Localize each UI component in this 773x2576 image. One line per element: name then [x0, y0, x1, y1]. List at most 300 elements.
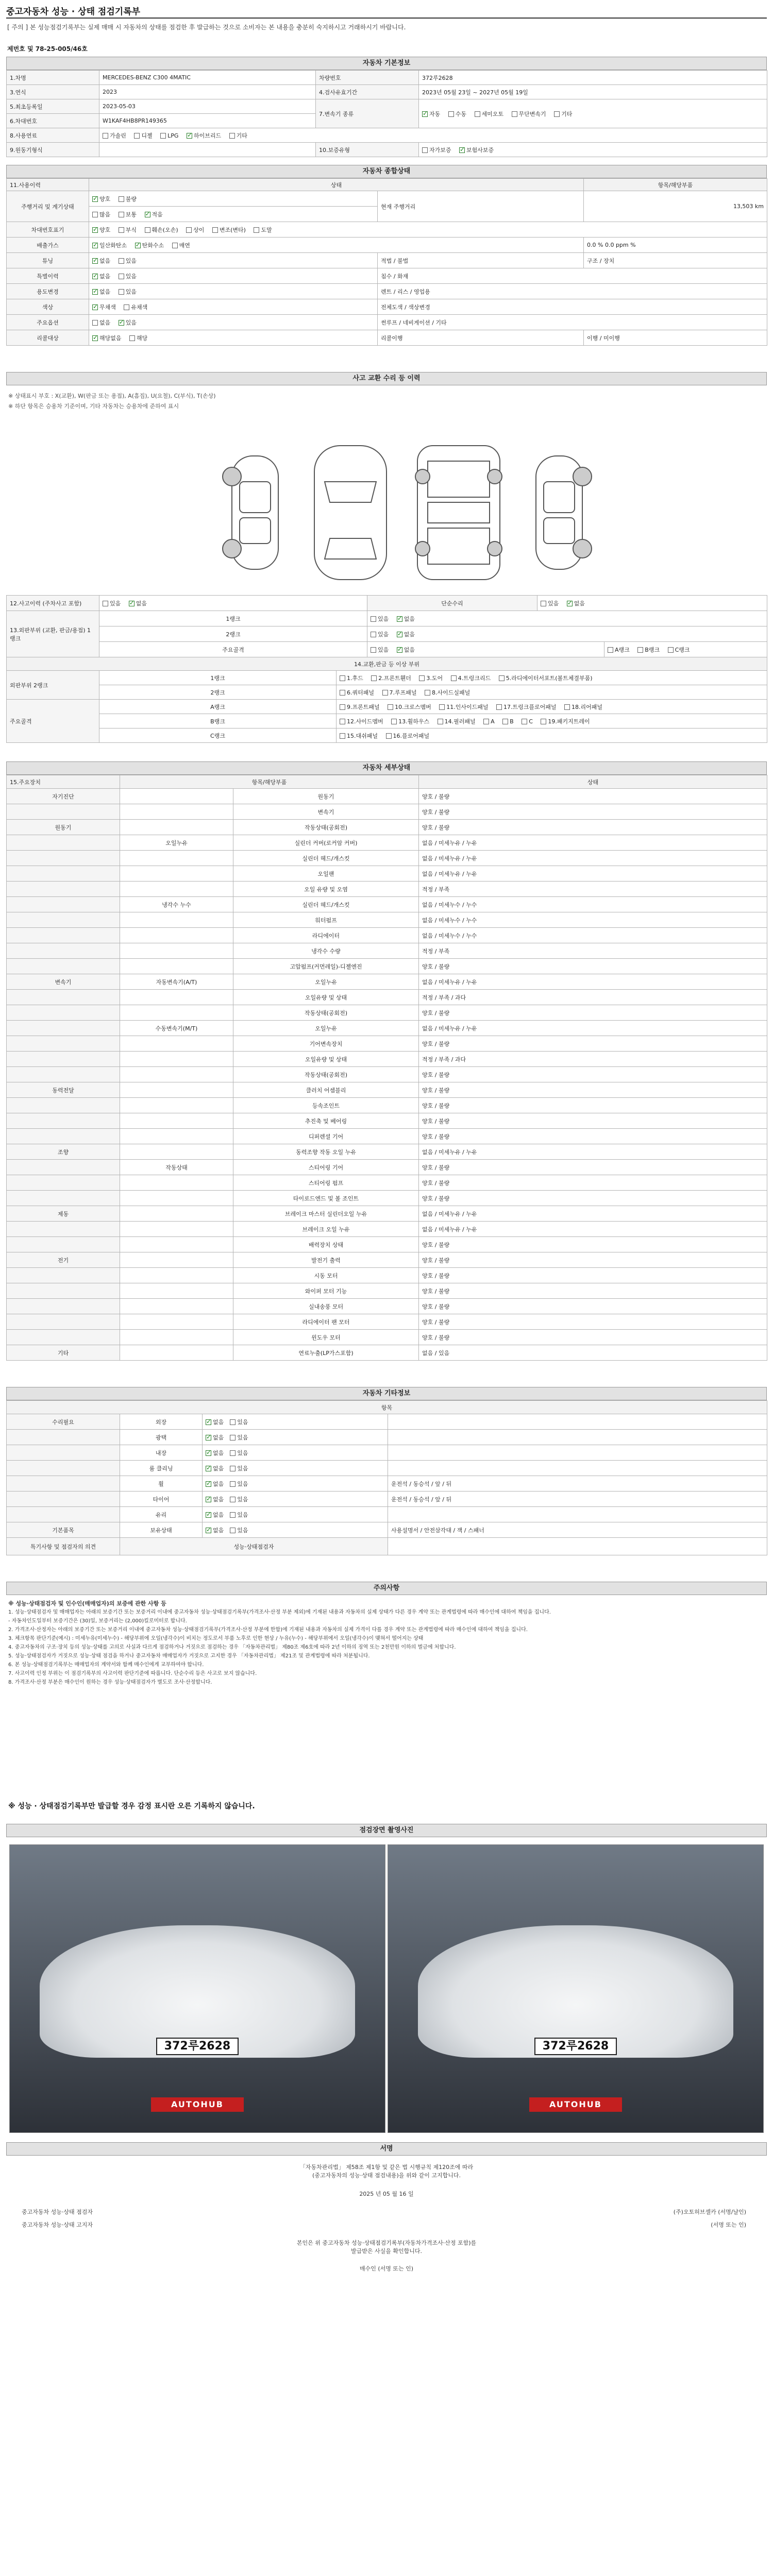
option-none[interactable]: ✓ 없음	[206, 1419, 224, 1426]
rank-label: 2랭크	[99, 685, 337, 700]
part-side-sill[interactable]: 8.사이드실패널	[425, 689, 470, 696]
label-simple-repair: 단순수리	[367, 596, 537, 611]
device-subgroup	[120, 959, 233, 974]
part-side-member[interactable]: 12.사이드멤버	[340, 718, 383, 725]
other-options	[203, 1414, 388, 1430]
option-yes[interactable]: 있음	[230, 1434, 248, 1441]
option-none[interactable]: ✓ 없음	[206, 1450, 224, 1456]
checkbox-icon	[371, 675, 377, 681]
device-item: 배력장치 상태	[233, 1237, 419, 1252]
device-status[interactable]: 양호 / 불량	[419, 1191, 767, 1206]
option-yes[interactable]: 있음	[230, 1496, 248, 1503]
section-photos: 점검장면 촬영사진	[6, 1824, 767, 1837]
label-emissions: 배출가스	[7, 238, 89, 253]
checkbox-icon	[206, 1481, 211, 1487]
option-fuel-other[interactable]: 기타	[229, 132, 247, 139]
device-subgroup	[120, 1129, 233, 1144]
option-yes[interactable]: 있음	[103, 600, 121, 607]
device-status[interactable]: 양호 / 불량	[419, 1299, 767, 1314]
device-subgroup: 오일누유	[120, 835, 233, 851]
option-good[interactable]: ✓ 양호	[92, 227, 110, 233]
device-status[interactable]: 없음 / 있음	[419, 1345, 767, 1361]
buyer-signature[interactable]: 매수인 (서명 또는 인)	[359, 2265, 414, 2272]
device-item: 냉각수 수량	[233, 943, 419, 959]
option-rank-a[interactable]: A랭크	[608, 647, 630, 653]
header-status: 상태	[89, 179, 584, 191]
signature-statement	[6, 2163, 767, 2179]
device-subgroup	[120, 820, 233, 835]
device-subgroup	[120, 1206, 233, 1222]
checkbox-icon	[502, 719, 508, 724]
option-gasoline[interactable]: 가솔린	[103, 132, 126, 139]
device-item: 등속조인트	[233, 1098, 419, 1113]
lift-brand-logo: AUTOHUB	[529, 2097, 622, 2112]
option-normal[interactable]: 보통	[119, 211, 137, 218]
device-status[interactable]: 없음 / 미세누유 / 누유	[419, 851, 767, 866]
checkbox-icon	[371, 632, 376, 637]
device-subgroup: 수동변속기(M/T)	[120, 1021, 233, 1036]
frame-ranks	[604, 642, 767, 657]
checkbox-icon	[92, 243, 98, 248]
other-group	[7, 1461, 120, 1476]
checkbox-icon	[475, 111, 480, 117]
device-subgroup	[120, 1098, 233, 1113]
checkbox-icon	[92, 212, 98, 217]
part-dash-panel[interactable]: 15.대쉬패널	[340, 733, 378, 739]
device-status[interactable]: 양호 / 불량	[419, 1129, 767, 1144]
option-rank-b[interactable]: B랭크	[637, 647, 660, 653]
option-none[interactable]: ✓ 없음	[92, 273, 110, 280]
device-status[interactable]: 양호 / 불량	[419, 1036, 767, 1052]
option-cvt[interactable]: 무단변속기	[512, 111, 546, 117]
checkbox-icon	[230, 1450, 236, 1456]
table-row	[7, 1445, 767, 1461]
option-good[interactable]: ✓양호	[92, 196, 110, 202]
checkbox-icon	[499, 675, 505, 681]
device-status[interactable]: 없음 / 미세누수 / 누수	[419, 928, 767, 943]
device-status[interactable]: 양호 / 불량	[419, 1082, 767, 1098]
part-front-panel[interactable]: 9.프론트패널	[340, 704, 380, 710]
label-engine-type: 9.원동기형식	[7, 143, 99, 157]
part-hood[interactable]: 1.후드	[340, 675, 363, 682]
checkbox-icon	[92, 320, 98, 326]
tuning-legality: 적법 / 불법	[378, 253, 584, 268]
device-group	[7, 897, 120, 912]
option-no[interactable]: ✓ 없음	[397, 616, 415, 622]
main-options-note: 썬루프 / 네비게이션 / 기타	[378, 315, 767, 330]
option-none[interactable]: ✓ 없음	[206, 1527, 224, 1534]
device-item: 고압펌프(커먼레일)-디젤엔진	[233, 959, 419, 974]
device-item: 스티어링 펌프	[233, 1175, 419, 1191]
caution-item: 8. 가격조사·산정 부분은 매수인이 원하는 경우 성능·상태점검자가 별도로 조사·산정합니다.	[8, 1680, 212, 1685]
part-rear-panel[interactable]: 18.리어패널	[564, 704, 602, 710]
device-item: 브레이크 오일 누유	[233, 1222, 419, 1237]
device-status[interactable]: 없음 / 미세누유 / 누유	[419, 1222, 767, 1237]
option-hc[interactable]: ✓ 탄화수소	[135, 242, 164, 249]
special-opinion-field[interactable]	[388, 1538, 767, 1555]
label-main-options: 주요옵션	[7, 315, 89, 330]
other-extra: 운전석 / 동승석 / 앞 / 뒤	[388, 1476, 767, 1492]
inspector-label: 중고자동차 성능·상태 점검자	[22, 2209, 93, 2215]
device-status[interactable]: 양호 / 불량	[419, 1005, 767, 1021]
checkbox-icon	[92, 274, 98, 279]
device-status[interactable]: 적정 / 부족 / 과다	[419, 1052, 767, 1067]
option-self-warranty[interactable]: 자가보증	[422, 147, 451, 154]
part-inside-panel[interactable]: 11.인사이드패널	[439, 704, 488, 710]
device-group	[7, 866, 120, 882]
part-quarter-panel[interactable]: 6.쿼터패널	[340, 689, 374, 696]
device-status[interactable]: 양호 / 불량	[419, 959, 767, 974]
checkbox-icon	[206, 1497, 211, 1502]
label-transmission: 7.변속기 종류	[316, 99, 419, 128]
option-manual[interactable]: 수동	[448, 111, 466, 117]
rank-label: C랭크	[99, 728, 337, 743]
option-yes[interactable]: 있음	[541, 600, 559, 607]
value-year: 2023	[99, 85, 316, 99]
option-none[interactable]: ✓ 없음	[206, 1481, 224, 1487]
mileage-value: 13,503 km	[584, 191, 767, 222]
option-altered[interactable]: 변조(변타)	[212, 227, 246, 233]
option-corrosion[interactable]: 부식	[119, 227, 137, 233]
value-plate: 372루2628	[419, 71, 767, 85]
option-lpg[interactable]: LPG	[160, 132, 178, 139]
transmission-options	[419, 99, 767, 128]
option-other[interactable]: 기타	[554, 111, 572, 117]
table-row	[7, 1314, 767, 1330]
other-item: 광택	[120, 1430, 203, 1445]
other-options	[203, 1522, 388, 1538]
option-none[interactable]: ✓ 없음	[206, 1434, 224, 1441]
rank1-parts	[337, 671, 767, 685]
checkbox-icon	[382, 690, 388, 696]
option-yes[interactable]: 있음	[371, 647, 389, 653]
device-status[interactable]: 적정 / 부족	[419, 943, 767, 959]
caution-list	[8, 1599, 764, 1687]
option-yes[interactable]: ✓ 있음	[119, 319, 137, 326]
label-accident: 12.사고이력 (주차사고 포함)	[7, 596, 99, 611]
device-item: 작동상태(공회전)	[233, 1067, 419, 1082]
label-main-frame-parts: 주요골격	[7, 700, 99, 743]
table-row	[7, 1330, 767, 1345]
checkbox-icon	[206, 1512, 211, 1518]
device-status[interactable]: 양호 / 불량	[419, 1330, 767, 1345]
device-subgroup	[120, 1036, 233, 1052]
checkbox-icon	[212, 227, 218, 233]
device-status[interactable]: 양호 / 불량	[419, 1314, 767, 1330]
checkbox-icon	[554, 111, 560, 117]
caution-item: 7. 사고이력 인정 부위는 이 점검기록부의 사고이력 판단기준에 따릅니다. 단순수리 등은 사고로 보지 않습니다.	[8, 1671, 257, 1676]
device-status[interactable]: 적정 / 부족 / 과다	[419, 990, 767, 1005]
device-subgroup	[120, 1144, 233, 1160]
label-rank2: 2랭크	[99, 626, 367, 642]
option-not-applicable[interactable]: ✓ 해당없음	[92, 335, 122, 342]
label-outer-parts: 외판부위 2랭크	[7, 671, 99, 700]
table-row	[7, 1129, 767, 1144]
tuning-type: 구조 / 장치	[584, 253, 767, 268]
caution-item: 2. 가격조사·산정자는 아래의 보증기간 또는 보증거리 이내에 중고자동차 성능·상태점검기록부(가격조사·산정 부분에 한함)에 기재된 내용과 자동차의 실제 가격이 다를 경우 계약 또는 관계법령에 따라 매수인에 대하여 책임을 집니다.	[8, 1627, 528, 1633]
option-diesel[interactable]: 디젤	[134, 132, 152, 139]
part-front-fender[interactable]: 2.프론트휀더	[371, 675, 411, 682]
checkbox-icon	[371, 647, 376, 653]
option-chromatic[interactable]: 유채색	[124, 304, 147, 311]
special-history-options	[89, 268, 378, 284]
outer-rank2-options	[367, 626, 767, 642]
caution-item: 3. 체크항목 판단기준(예시) : 미세누유(미세누수) - 해당부위에 오일(냉각수)이 비치는 정도로서 부품 노후로 인한 현상 / 누유(누수) - 해당부위에서 오일(냉각수)이 맺혀서 떨어지는 상태	[8, 1636, 424, 1641]
option-smoke[interactable]: 매연	[172, 242, 190, 249]
table-row	[7, 1461, 767, 1476]
device-status[interactable]: 없음 / 미세누수 / 누수	[419, 897, 767, 912]
option-hybrid[interactable]: ✓ 하이브리드	[187, 132, 221, 139]
device-group	[7, 1314, 120, 1330]
mileage-note: 현재 주행거리	[378, 191, 584, 222]
device-item: 오일팬	[233, 866, 419, 882]
device-group	[7, 882, 120, 897]
checkbox-icon	[422, 111, 428, 117]
special-history-note: 침수 / 화재	[378, 268, 767, 284]
option-different[interactable]: 상이	[186, 227, 204, 233]
checkbox-icon	[230, 1419, 236, 1425]
header-state: 상태	[419, 775, 767, 789]
option-no[interactable]: ✓ 없음	[129, 600, 147, 607]
device-subgroup	[120, 1283, 233, 1299]
device-group: 원동기	[7, 820, 120, 835]
option-none[interactable]: ✓ 없음	[92, 289, 110, 295]
option-yes[interactable]: 있음	[230, 1419, 248, 1426]
other-info-table	[6, 1400, 767, 1555]
option-few[interactable]: ✓ 적음	[145, 211, 163, 218]
device-group	[7, 912, 120, 928]
part-pillar-c[interactable]: C	[522, 718, 533, 725]
other-options	[203, 1430, 388, 1445]
other-extra	[388, 1507, 767, 1522]
option-none[interactable]: ✓ 없음	[92, 258, 110, 264]
device-status[interactable]: 양호 / 불량	[419, 789, 767, 804]
option-damage[interactable]: 훼손(오손)	[145, 227, 178, 233]
part-trunk-lid[interactable]: 4.트렁크리드	[451, 675, 491, 682]
device-status[interactable]: 양호 / 불량	[419, 1268, 767, 1283]
part-cross-member[interactable]: 10.크로스멤버	[388, 704, 431, 710]
other-item: 휠	[120, 1476, 203, 1492]
table-row	[7, 959, 767, 974]
checkbox-icon	[92, 289, 98, 295]
part-roof-panel[interactable]: 7.루프패널	[382, 689, 417, 696]
part-door[interactable]: 3.도어	[419, 675, 443, 682]
device-status[interactable]: 양호 / 불량	[419, 1252, 767, 1268]
option-bad[interactable]: 불량	[119, 196, 137, 202]
option-yes[interactable]: 있음	[371, 631, 389, 638]
checkbox-icon	[448, 111, 454, 117]
device-status[interactable]: 없음 / 미세누수 / 누수	[419, 912, 767, 928]
other-item: 보유상태	[120, 1522, 203, 1538]
checkbox-icon	[230, 1466, 236, 1471]
option-none[interactable]: 없음	[92, 319, 110, 326]
part-radiator-support[interactable]: 5.라디에이터서포트(볼트체결부품)	[499, 675, 593, 682]
device-status[interactable]: 없음 / 미세누유 / 누유	[419, 1144, 767, 1160]
option-many[interactable]: 많음	[92, 211, 110, 218]
device-group	[7, 1052, 120, 1067]
option-rank-c[interactable]: C랭크	[668, 647, 690, 653]
table-row	[7, 912, 767, 928]
device-group: 자기진단	[7, 789, 120, 804]
option-painted[interactable]: 도말	[254, 227, 272, 233]
signature-line: (중고자동차의 성능·상태 점검내용)을 위와 같이 고지합니다.	[312, 2172, 461, 2179]
table-row	[7, 928, 767, 943]
header-parts: 항목/해당부품	[584, 179, 767, 191]
dealer-signature[interactable]: (서명 또는 인)	[711, 2222, 746, 2228]
other-group	[7, 1507, 120, 1522]
option-yes[interactable]: 있음	[230, 1450, 248, 1456]
device-status[interactable]: 양호 / 불량	[419, 1283, 767, 1299]
rear-photo	[388, 1844, 764, 2133]
device-status[interactable]: 없음 / 미세누유 / 누유	[419, 1206, 767, 1222]
device-group: 변속기	[7, 974, 120, 990]
option-yes[interactable]: 있음	[371, 616, 389, 622]
part-pillar-panel[interactable]: 14.필러패널	[438, 718, 476, 725]
option-yes[interactable]: 있음	[230, 1527, 248, 1534]
label-special-history: 특별이력	[7, 268, 89, 284]
option-yes[interactable]: 있음	[230, 1465, 248, 1472]
checkbox-icon	[92, 304, 98, 310]
table-row	[7, 1345, 767, 1361]
table-row	[7, 1268, 767, 1283]
device-group	[7, 804, 120, 820]
other-item: 외장	[120, 1414, 203, 1430]
label-outer-panel: 13.외판부위 (교환, 판금/용접) 1랭크	[7, 611, 99, 657]
checkbox-icon	[230, 1481, 236, 1487]
device-status[interactable]: 없음 / 미세누유 / 누유	[419, 866, 767, 882]
table-row	[7, 1021, 767, 1036]
part-pillar-b[interactable]: B	[502, 718, 514, 725]
option-achromatic[interactable]: ✓ 무채색	[92, 304, 116, 311]
option-none[interactable]: ✓ 없음	[206, 1465, 224, 1472]
checkbox-icon	[541, 601, 546, 606]
device-status[interactable]: 없음 / 미세누유 / 누유	[419, 835, 767, 851]
checkbox-icon	[92, 227, 98, 233]
device-status[interactable]: 없음 / 미세누유 / 누유	[419, 974, 767, 990]
checkbox-icon	[567, 601, 573, 606]
device-status[interactable]: 양호 / 불량	[419, 1175, 767, 1191]
checkbox-icon	[160, 133, 166, 139]
option-yes[interactable]: 있음	[119, 289, 137, 295]
other-extra: 사용설명서 / 안전삼각대 / 잭 / 스패너	[388, 1522, 767, 1538]
front-photo	[9, 1844, 385, 2133]
checkbox-icon	[541, 719, 546, 724]
device-subgroup	[120, 851, 233, 866]
device-subgroup	[120, 882, 233, 897]
part-wheel-house[interactable]: 13.휠하우스	[391, 718, 429, 725]
checkbox-icon	[103, 133, 108, 139]
accident-options	[99, 596, 367, 611]
legend-note: ※ 하단 항목은 승용차 기준이며, 기타 자동차는 승용차에 준하여 표시	[8, 403, 179, 410]
label-plate: 차량번호	[316, 71, 419, 85]
checkbox-icon	[230, 1528, 236, 1533]
device-status[interactable]: 없음 / 미세누유 / 누유	[419, 1021, 767, 1036]
label-vin: 6.차대번호	[7, 114, 99, 128]
device-status[interactable]: 양호 / 불량	[419, 1160, 767, 1175]
device-subgroup	[120, 1252, 233, 1268]
inspector-signature[interactable]: (주)오토허브셀카 (서명/날인)	[673, 2209, 746, 2215]
option-yes[interactable]: 있음	[119, 273, 137, 280]
table-row	[7, 804, 767, 820]
table-row	[7, 1283, 767, 1299]
device-status[interactable]: 양호 / 불량	[419, 804, 767, 820]
device-group	[7, 1160, 120, 1175]
signature-date: 2025 년 05 월 16 일	[359, 2191, 414, 2197]
recall-status: 이행 / 미이행	[584, 330, 767, 346]
section-accident-history: 사고 교환 수리 등 이력	[6, 372, 767, 385]
tuning-options	[89, 253, 378, 268]
device-status[interactable]: 적정 / 부족	[419, 882, 767, 897]
checkbox-icon	[451, 675, 457, 681]
option-yes[interactable]: 있음	[230, 1512, 248, 1518]
device-item: 윈도우 모터	[233, 1330, 419, 1345]
part-trunk-floor[interactable]: 17.트렁크플로어패널	[496, 704, 557, 710]
device-status[interactable]: 양호 / 불량	[419, 1067, 767, 1082]
device-subgroup	[120, 943, 233, 959]
other-extra	[388, 1414, 767, 1430]
checkbox-icon	[483, 719, 489, 724]
device-item: 클러치 어셈블리	[233, 1082, 419, 1098]
device-item: 발전기 출력	[233, 1252, 419, 1268]
other-extra	[388, 1430, 767, 1445]
option-none[interactable]: ✓ 없음	[206, 1496, 224, 1503]
checkbox-icon	[668, 647, 674, 653]
lift-brand-logo: AUTOHUB	[151, 2097, 244, 2112]
part-package-tray[interactable]: 19.패키지트레이	[541, 718, 590, 725]
color-note: 전체도색 / 색상변경	[378, 299, 767, 315]
part-floor-panel[interactable]: 16.플로어패널	[386, 733, 430, 739]
special-opinion-label: 특기사항 및 점검자의 의견	[7, 1538, 120, 1555]
other-item: 유리	[120, 1507, 203, 1522]
option-none[interactable]: ✓ 없음	[206, 1512, 224, 1518]
device-subgroup	[120, 1067, 233, 1082]
device-item: 기어변속장치	[233, 1036, 419, 1052]
checkbox-icon	[145, 212, 150, 217]
option-no[interactable]: ✓ 없음	[397, 647, 415, 653]
notice-text: [ 주의 ] 본 성능점검기록부는 실제 매매 시 자동차의 상태를 점검한 후 발급하는 것으로 소비자는 본 내용을 충분히 숙지하시고 거래하시기 바랍니다.	[7, 24, 406, 31]
device-status[interactable]: 양호 / 불량	[419, 1237, 767, 1252]
device-group	[7, 1268, 120, 1283]
option-yes[interactable]: 있음	[119, 258, 137, 264]
table-row	[7, 789, 767, 804]
option-semi-auto[interactable]: 세미오토	[475, 111, 504, 117]
device-group	[7, 1175, 120, 1191]
car-left-view-icon	[223, 456, 278, 569]
table-row	[7, 1252, 767, 1268]
option-yes[interactable]: 있음	[230, 1481, 248, 1487]
device-status[interactable]: 양호 / 불량	[419, 1098, 767, 1113]
option-insurance-warranty[interactable]: ✓ 보험사보증	[459, 147, 494, 154]
device-subgroup	[120, 912, 233, 928]
part-pillar-a[interactable]: A	[483, 718, 495, 725]
checkbox-icon	[419, 675, 425, 681]
option-co[interactable]: ✓ 일산화탄소	[92, 242, 127, 249]
parts-title: 14.교환,판금 등 이상 부위	[7, 657, 767, 671]
option-no[interactable]: ✓ 없음	[397, 631, 415, 638]
device-subgroup	[120, 1052, 233, 1067]
checkbox-icon	[564, 704, 570, 710]
header-usage: 11.사용이력	[7, 179, 89, 191]
device-status[interactable]: 양호 / 불량	[419, 820, 767, 835]
checkbox-icon	[438, 719, 443, 724]
option-no[interactable]: ✓ 없음	[567, 600, 585, 607]
device-item: 오일유량 및 상태	[233, 990, 419, 1005]
device-status[interactable]: 양호 / 불량	[419, 1113, 767, 1129]
device-item: 브레이크 마스터 실린더오일 누유	[233, 1206, 419, 1222]
device-item: 와이퍼 모터 기능	[233, 1283, 419, 1299]
option-applicable[interactable]: 해당	[129, 335, 147, 342]
option-auto[interactable]: ✓ 자동	[422, 111, 440, 117]
